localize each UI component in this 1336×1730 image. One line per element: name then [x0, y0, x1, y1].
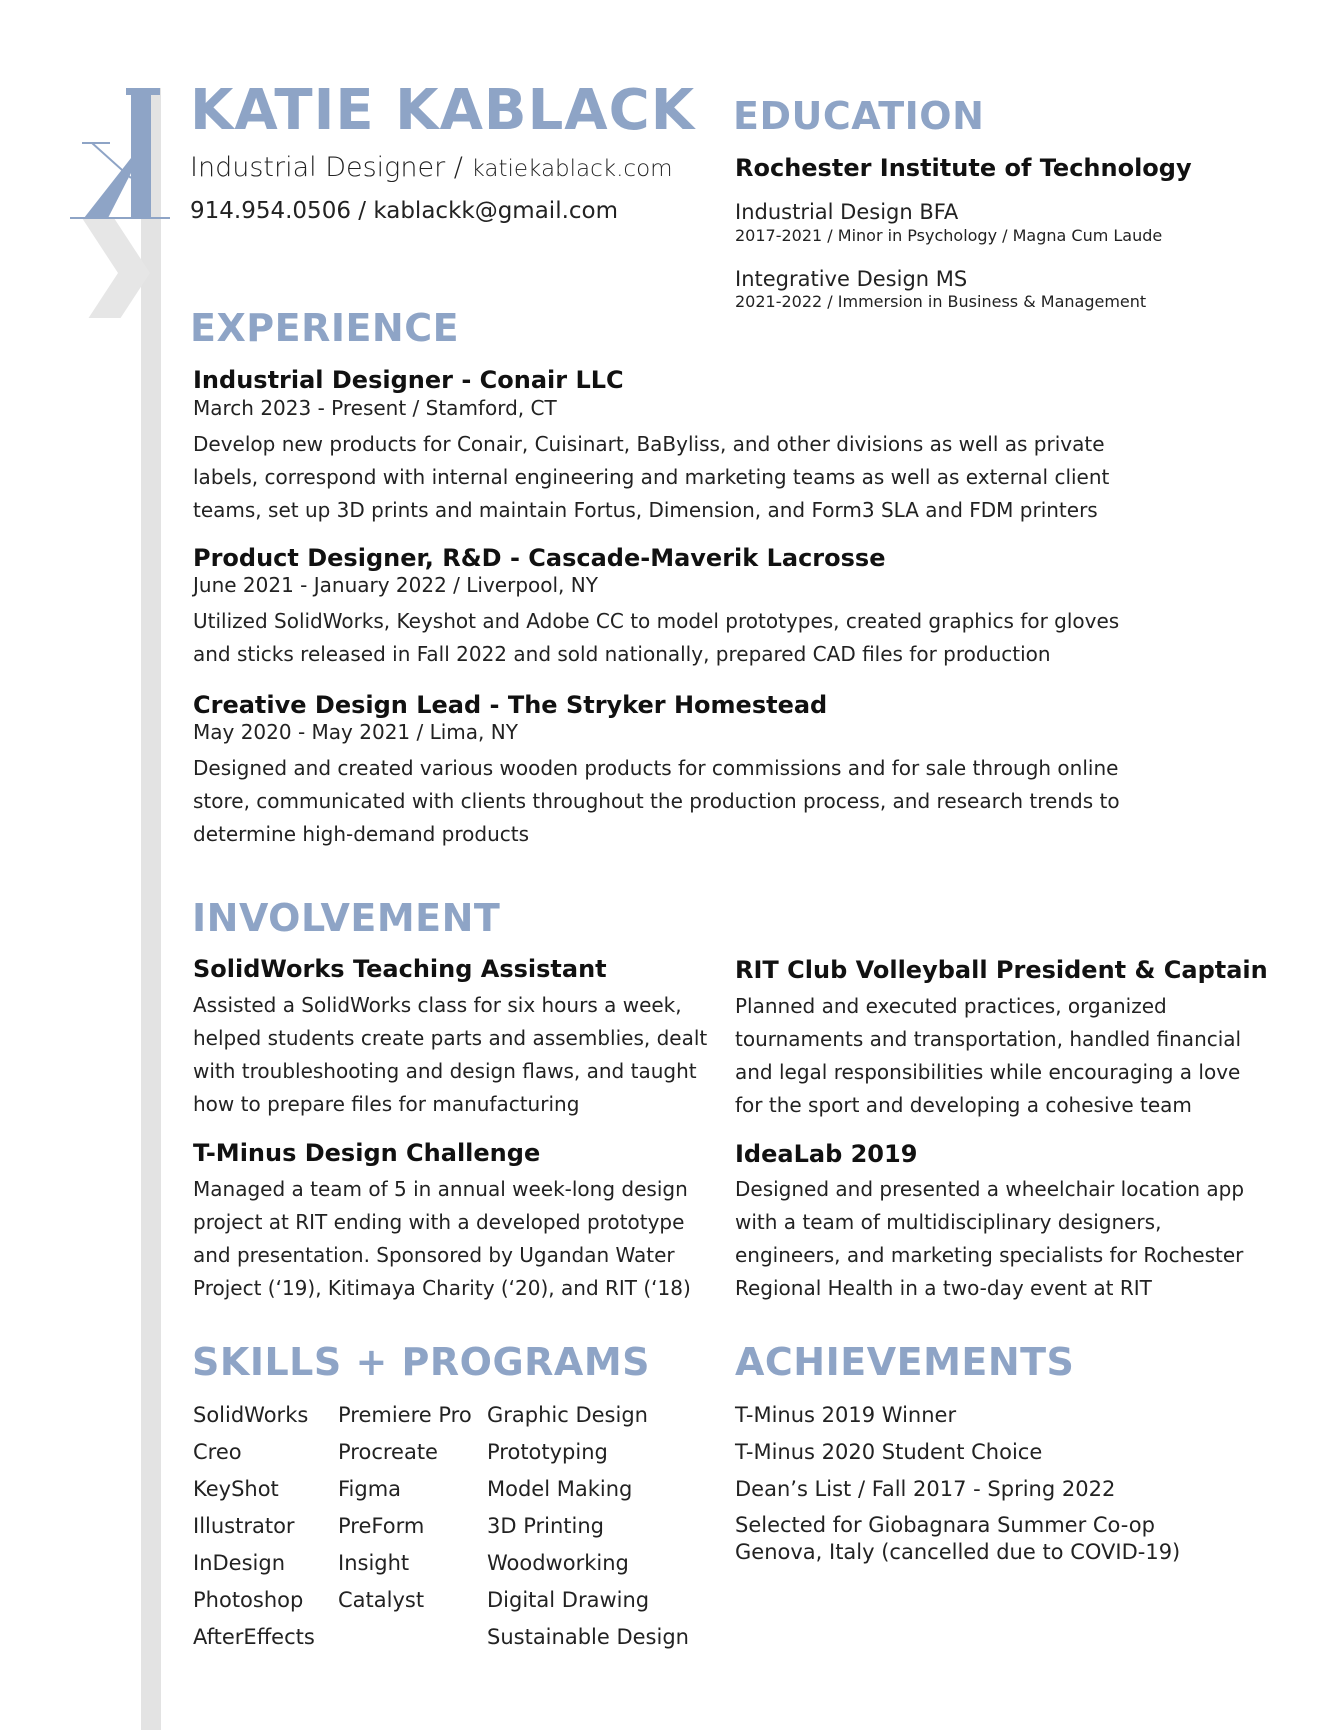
- job-title: Industrial Designer - Conair LLC: [193, 366, 624, 394]
- achievement-line: Selected for Giobagnara Summer Co-op: [735, 1513, 1155, 1537]
- applicant-role: [190, 152, 673, 183]
- achievements-list: [735, 1397, 1115, 1508]
- achievements-heading: ACHIEVEMENTS: [735, 1340, 1075, 1384]
- skill-item: Prototyping: [487, 1440, 608, 1464]
- skill-item: Insight: [338, 1551, 410, 1575]
- skill-item: Woodworking: [487, 1551, 629, 1575]
- involvement-title: IdeaLab 2019: [735, 1140, 918, 1168]
- skill-item: Model Making: [487, 1477, 633, 1501]
- involvement-description: Assisted a SolidWorks class for six hours a week, helped students create parts and assemblies, dealt with troubleshooting and design flaws, and taught how to prepare files for manufacturing: [193, 993, 708, 1116]
- involvement-heading: INVOLVEMENT: [192, 896, 501, 940]
- degree-title: Integrative Design MS: [735, 267, 968, 291]
- job-description: Utilized SolidWorks, Keyshot and Adobe CC to model prototypes, created graphics for gloves and sticks released in Fall 2022 and sold nationally, prepared CAD files for production: [193, 609, 1120, 666]
- achievement-line: Genova, Italy (cancelled due to COVID-19): [735, 1540, 1181, 1564]
- school-name: Rochester Institute of Technology: [735, 154, 1192, 182]
- skill-item: Figma: [338, 1477, 402, 1501]
- skill-item: Digital Drawing: [487, 1588, 650, 1612]
- job-meta: March 2023 - Present / Stamford, CT: [193, 396, 557, 420]
- skill-item: Procreate: [338, 1440, 438, 1464]
- skill-item: Photoshop: [193, 1588, 304, 1612]
- k-monogram-logo-icon: [70, 88, 180, 318]
- involvement-title: RIT Club Volleyball President & Captain: [735, 956, 1268, 984]
- skill-item: Illustrator: [193, 1514, 295, 1538]
- skills-column-programs: [338, 1397, 472, 1619]
- contact-info: 914.954.0506 / kablackk@gmail.com: [190, 198, 619, 224]
- achievement-item: Dean’s List / Fall 2017 - Spring 2022: [735, 1477, 1116, 1501]
- degree-title: Industrial Design BFA: [735, 200, 959, 224]
- skill-item: AfterEffects: [193, 1625, 315, 1649]
- job-title: Creative Design Lead - The Stryker Homestead: [193, 691, 828, 719]
- skills-heading: SKILLS + PROGRAMS: [192, 1340, 651, 1384]
- skill-item: PreForm: [338, 1514, 425, 1538]
- skill-item: 3D Printing: [487, 1514, 604, 1538]
- skill-item: Premiere Pro: [338, 1403, 472, 1427]
- left-accent-bar: [141, 88, 161, 1730]
- degree-detail: 2021-2022 / Immersion in Business & Management: [735, 292, 1147, 311]
- involvement-description: Managed a team of 5 in annual week-long design project at RIT ending with a developed prototype and presentation. Sponsored by Ugandan Water Project (‘19), Kitimaya Charity (‘20), and RIT (‘18): [193, 1177, 691, 1300]
- skill-item: Catalyst: [338, 1588, 425, 1612]
- role-text: Industrial Designer /: [190, 152, 463, 183]
- skill-item: Graphic Design: [487, 1403, 648, 1427]
- skill-item: Creo: [193, 1440, 242, 1464]
- involvement-description: Planned and executed practices, organized tournaments and transportation, handled financial and legal responsibilities while encouraging a love for the sport and developing a cohesive team: [735, 994, 1242, 1117]
- skills-column-abilities: [487, 1397, 689, 1656]
- job-title: Product Designer, R&D - Cascade-Maverik Lacrosse: [193, 544, 886, 572]
- skill-item: Sustainable Design: [487, 1625, 689, 1649]
- achievement-item: T-Minus 2020 Student Choice: [735, 1440, 1043, 1464]
- involvement-title: SolidWorks Teaching Assistant: [193, 955, 607, 983]
- experience-heading: EXPERIENCE: [190, 306, 460, 350]
- job-description: Designed and created various wooden products for commissions and for sale through online store, communicated with clients throughout the production process, and research trends to determine high-demand products: [193, 756, 1120, 846]
- achievement-item: [735, 1512, 1180, 1566]
- skill-item: SolidWorks: [193, 1403, 309, 1427]
- skill-item: KeyShot: [193, 1477, 279, 1501]
- job-description: Develop new products for Conair, Cuisinart, BaByliss, and other divisions as well as private labels, correspond with internal engineering and marketing teams as well as external client teams, set up 3D prints and maintain Fortus, Dimension, and Form3 SLA and FDM printers: [193, 432, 1110, 522]
- degree-detail: 2017-2021 / Minor in Psychology / Magna Cum Laude: [735, 226, 1163, 245]
- job-meta: May 2020 - May 2021 / Lima, NY: [193, 720, 518, 744]
- involvement-title: T-Minus Design Challenge: [193, 1139, 541, 1167]
- website-link[interactable]: katiekablack.com: [471, 156, 673, 182]
- skills-column-software: [193, 1397, 315, 1656]
- job-meta: June 2021 - January 2022 / Liverpool, NY: [193, 573, 598, 597]
- achievement-item: T-Minus 2019 Winner: [735, 1403, 957, 1427]
- involvement-description: Designed and presented a wheelchair location app with a team of multidisciplinary designers, engineers, and marketing specialists for Rochester Regional Health in a two-day event at RIT: [735, 1177, 1245, 1300]
- education-heading: EDUCATION: [733, 94, 985, 138]
- skill-item: InDesign: [193, 1551, 286, 1575]
- applicant-name: KATIE KABLACK: [190, 78, 696, 143]
